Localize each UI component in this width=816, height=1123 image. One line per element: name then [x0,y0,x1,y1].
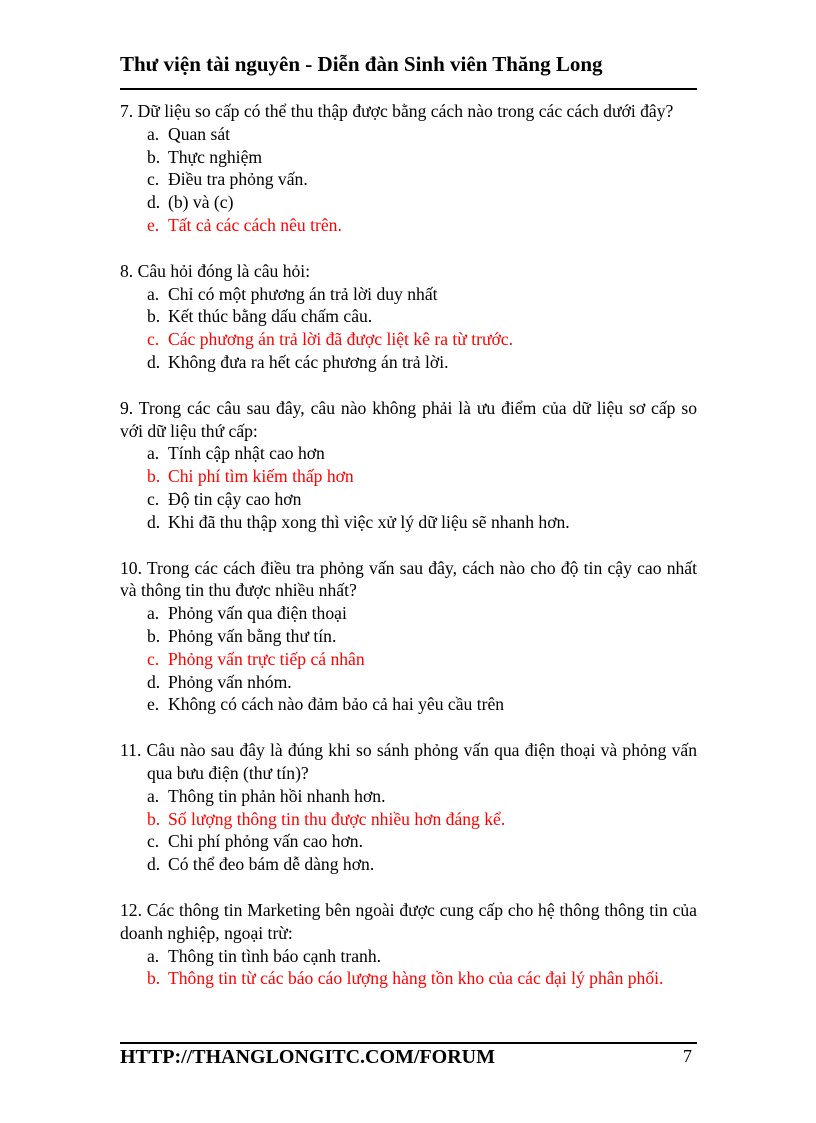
option-letter: c. [147,169,160,190]
answer-option [120,625,697,648]
option-letter: c. [147,329,160,350]
footer-rule [120,1042,697,1044]
answer-option [120,602,697,625]
option-text: Tất cả các cách nêu trên. [168,214,342,235]
option-text: Phỏng vấn nhóm. [168,671,292,692]
answer-option-correct [120,214,697,237]
answer-option [120,442,697,465]
answer-option [120,191,697,214]
answer-options [120,123,697,237]
option-text: Các phương án trả lời đã được liệt kê ra từ trước. [168,329,514,350]
answer-option [120,123,697,146]
option-text: Quan sát [168,123,231,144]
answer-option [120,305,697,328]
answer-option-correct [120,328,697,351]
header-rule [120,88,697,90]
option-letter: c. [147,831,160,852]
answer-option [120,511,697,534]
option-letter: e. [147,694,160,715]
option-letter: d. [147,192,161,213]
option-text: Chi phí phỏng vấn cao hơn. [168,831,363,852]
answer-options [120,785,697,876]
option-letter: e. [147,214,160,235]
option-letter: a. [147,945,160,966]
option-text: Không có cách nào đảm bảo cả hai yêu cầu trên [168,694,505,715]
question-block [120,260,697,374]
option-text: Phỏng vấn qua điện thoại [168,603,347,624]
answer-option [120,146,697,169]
question-block [120,557,697,717]
footer-url-link[interactable]: HTTP://THANGLONGITC.COM/FORUM [120,1046,495,1068]
option-text: Thông tin phản hồi nhanh hơn. [168,785,386,806]
answer-option-correct [120,465,697,488]
answer-options [120,602,697,716]
question-text: 8. Câu hỏi đóng là câu hỏi: [120,260,311,281]
answer-option [120,283,697,306]
option-letter: a. [147,283,160,304]
option-text: Có thể đeo bám dễ dàng hơn. [168,854,375,875]
option-letter: a. [147,123,160,144]
question-block [120,100,697,237]
answer-option-correct [120,808,697,831]
answer-option [120,945,697,968]
option-letter: b. [147,146,161,167]
option-letter: b. [147,306,161,327]
option-letter: b. [147,466,161,487]
question-text: 9. Trong các câu sau đây, câu nào không phải là ưu điểm của dữ liệu sơ cấp so với dữ liệu thứ cấp: [120,397,697,441]
question-block [120,739,697,876]
question-list [120,100,697,1013]
option-text: Số lượng thông tin thu được nhiều hơn đáng kể. [168,808,506,829]
option-text: Phỏng vấn bằng thư tín. [168,625,337,646]
option-letter: a. [147,603,160,624]
question-text: 7. Dữ liệu so cấp có thể thu thập được bằng cách nào trong các cách dưới đây? [120,101,674,121]
option-text: Chi phí tìm kiếm thấp hơn [168,466,354,487]
answer-option-correct [120,648,697,671]
option-letter: b. [147,808,161,829]
option-text: Độ tin cậy cao hơn [168,488,302,509]
answer-option [120,168,697,191]
question-text: 11. Câu nào sau đây là đúng khi so sánh phỏng vấn qua điện thoại và phỏng vấn qua bưu điện (thư tín)? [120,740,697,783]
option-text: Khi đã thu thập xong thì việc xử lý dữ liệu sẽ nhanh hơn. [168,511,570,532]
question-block [120,899,697,990]
option-letter: d. [147,671,161,692]
option-letter: c. [147,648,160,669]
answer-option [120,488,697,511]
option-letter: a. [147,443,160,464]
answer-option [120,693,697,716]
option-text: Kết thúc bằng dấu chấm câu. [168,306,373,327]
option-text: Thông tin từ các báo cáo lượng hàng tồn kho của các đại lý phân phối. [168,968,664,989]
option-text: Phỏng vấn trực tiếp cá nhân [168,648,365,669]
answer-options [120,442,697,533]
answer-option [120,830,697,853]
option-text: Tính cập nhật cao hơn [168,443,325,464]
question-text: 10. Trong các cách điều tra phỏng vấn sau đây, cách nào cho độ tin cậy cao nhất và thông tin thu được nhiều nhất? [120,557,697,601]
page-number: 7 [683,1046,692,1066]
answer-option [120,351,697,374]
answer-option-correct [120,967,697,990]
answer-option [120,853,697,876]
question-text: 12. Các thông tin Marketing bên ngoài được cung cấp cho hệ thông thông tin của doanh nghiệp, ngoại trừ: [120,899,697,943]
answer-option [120,671,697,694]
answer-option [120,785,697,808]
answer-options [120,945,697,991]
option-letter: c. [147,488,160,509]
option-letter: b. [147,625,161,646]
option-text: Điều tra phỏng vấn. [168,169,308,190]
answer-options [120,283,697,374]
option-text: Thực nghiệm [168,146,263,167]
option-letter: a. [147,785,160,806]
option-text: Chỉ có một phương án trả lời duy nhất [168,283,438,304]
option-letter: d. [147,351,161,372]
option-letter: b. [147,968,161,989]
option-letter: d. [147,511,161,532]
option-text: Không đưa ra hết các phương án trả lời. [168,351,449,372]
question-block [120,397,697,534]
option-text: Thông tin tình báo cạnh tranh. [168,945,382,966]
option-text: (b) và (c) [168,192,234,213]
page-header-title: Thư viện tài nguyên - Diễn đàn Sinh viên Thăng Long [120,52,603,76]
option-letter: d. [147,854,161,875]
